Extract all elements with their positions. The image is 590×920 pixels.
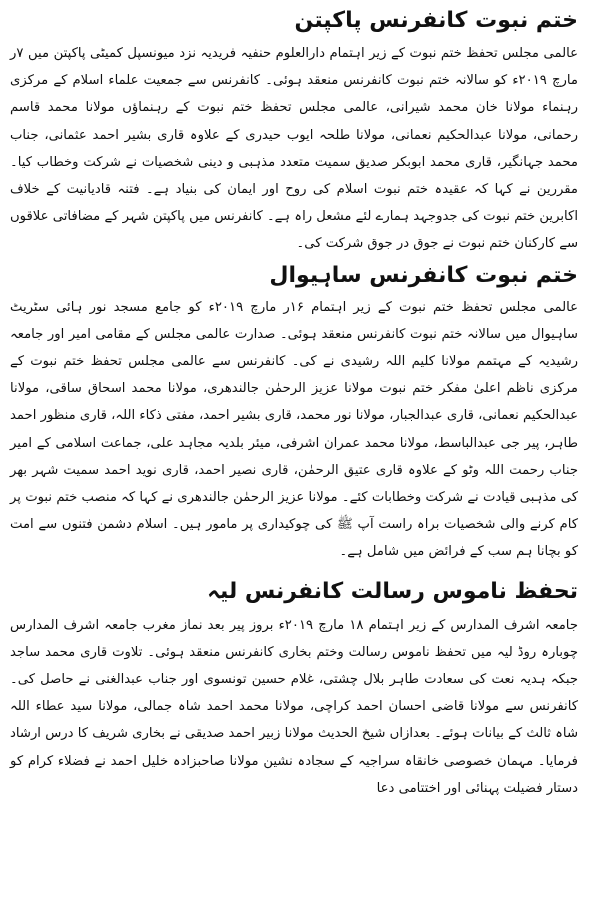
article-body: عالمی مجلس تحفظ ختم نبوت کے زیر اہتمام ۱۶ر مارچ ۲۰۱۹ء کو جامع مسجد نور ہائی سٹریٹ ساہیوال میں سالانہ ختم نبوت کانفرنس منعقد ہوئی۔ صدارت عالمی مجلس کے مقامی امیر اور جامعہ رشیدیہ کے مہتمم مولانا کلیم اللہ رشیدی نے کی۔ کانفرنس سے عالمی مجلس تحفظ ختم نبوت کے مرکزی ناظم اعلیٰ مفکر ختم نبوت مولانا عزیز الرحمٰن جالندھری، مولانا محمد اسحاق ساقی، مولانا عبدالحکیم نعمانی، قاری عبدالجبار، مولانا نور محمد، قاری بشیر احمد، مفتی ذکاء اللہ، قاری منظور احمد طاہر، پیر جی عبدالباسط، مولانا محمد عمران اشرفی، میئر بلدیہ مجاہد علی، جماعت اسلامی کے امیر جناب رحمت اللہ وٹو کے علاوہ قاری عتیق الرحمٰن، قاری نصیر احمد، قاری نوید احمد سمیت شہر بھر کی مذہبی قیادت نے شرکت وخطابات کئے۔ مولانا عزیز الرحمٰن جالندھری نے کہا کہ منصب ختم نبوت پر کام کرنے والی شخصیات براہ راست آپ ﷺ کی چوکیداری پر مامور ہیں۔ اسلام دشمن فتنوں سے امت کو بچانا ہم سب کے فرائض میں شامل ہے۔ [10, 299, 578, 560]
article-headline: تحفظ ناموس رسالت کانفرنس لیہ [207, 578, 578, 604]
article-layyah [10, 566, 578, 802]
article-pakpattan [10, 0, 578, 258]
article-body: عالمی مجلس تحفظ ختم نبوت کے زیر اہتمام دارالعلوم حنفیہ فریدیہ نزد میونسپل کمیٹی پاکپتن میں ۷ر مارچ ۲۰۱۹ء کو سالانہ ختم نبوت کانفرنس منعقد ہوئی۔ کانفرنس سے جمعیت علماء اسلام کے مرکزی رہنماء مولانا خان محمد شیرانی، عالمی مجلس تحفظ ختم نبوت کے رہنماؤں مولانا محمد قاسم رحمانی، مولانا عبدالحکیم نعمانی، مولانا طلحہ ایوب حیدری کے علاوہ قاری بشیر احمد عثمانی، جناب محمد جہانگیر، قاری محمد ابوبکر صدیق سمیت متعدد مذہبی و دینی شخصیات نے شرکت وخطاب کیا۔ مقررین نے کہا کہ عقیدہ ختم نبوت اسلام کی روح اور ایمان کی بنیاد ہے۔ فتنہ قادیانیت کے خلاف اکابرین ختم نبوت کی جدوجہد ہمارے لئے مشعل راہ ہے۔ کانفرنس میں پاکپتن شہر کے مضافاتی علاقوں سے کارکنان ختم نبوت نے جوق در جوق شرکت کی۔ [10, 46, 578, 252]
article-body: جامعہ اشرف المدارس کے زیر اہتمام ۱۸ مارچ ۲۰۱۹ء بروز پیر بعد نماز مغرب جامعہ اشرف المدارس چوبارہ روڈ لیہ میں تحفظ ناموس رسالت وختم بخاری کانفرنس منعقد ہوئی۔ تلاوت قاری محمد ساجد جبکہ ہدیہ نعت کی سعادت طاہر بلال چشتی، غلام حسین تونسوی اور جناب عبدالغنی نے حاصل کی۔ کانفرنس سے مولانا قاضی احسان احمد کراچی، مولانا محمد احمد شاہ جمالی، مولانا سید عطاء اللہ شاہ ثالث کے بیانات ہوئے۔ بعدازاں شیخ الحدیث مولانا زبیر احمد صدیقی نے بخاری شریف کا درس ارشاد فرمایا۔ مہمان خصوصی خانقاہ سراجیہ کے سجادہ نشین مولانا صاحبزادہ خلیل احمد نے فضلاء کرام کو دستار فضیلت پہنائی اور اختتامی دعا [10, 617, 578, 796]
article-sahiwal [10, 258, 578, 566]
article-headline: ختم نبوت کانفرنس ساہیوال [269, 262, 578, 288]
article-headline: ختم نبوت کانفرنس پاکپتن [294, 8, 578, 33]
